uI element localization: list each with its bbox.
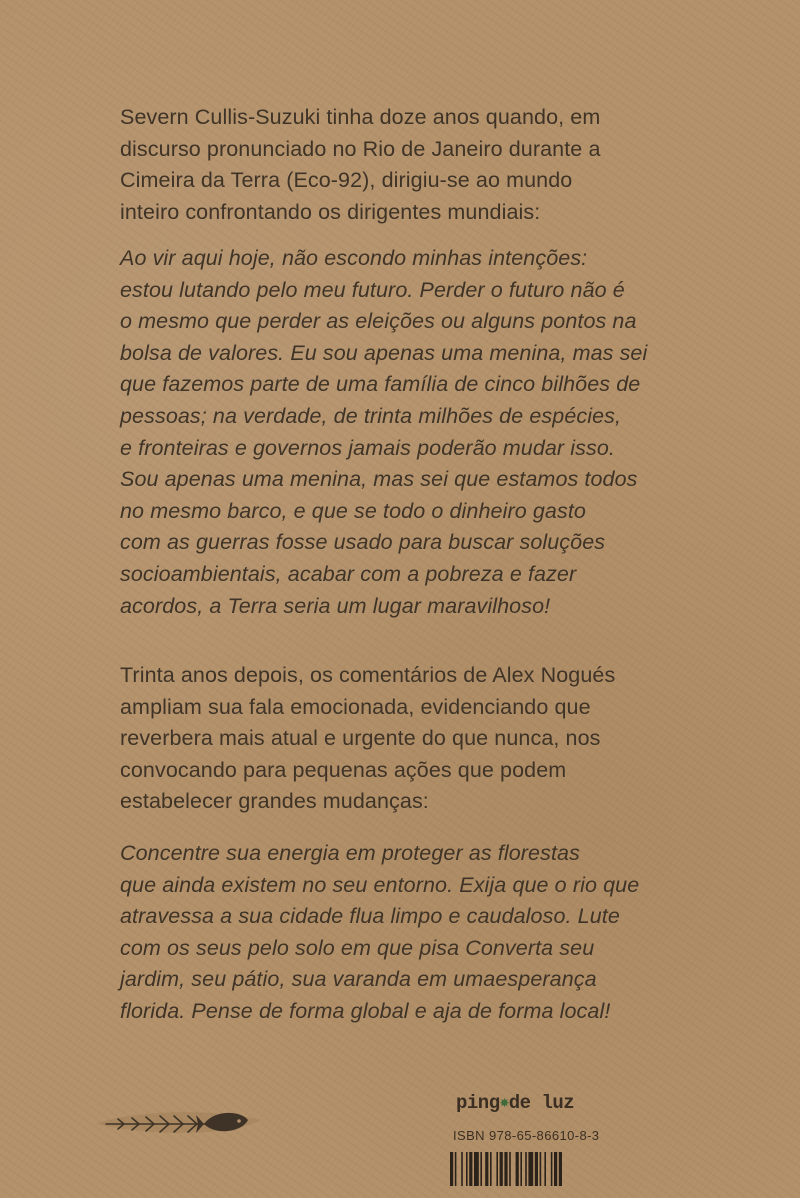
- text-line: que ainda existem no seu entorno. Exija que o rio que: [120, 872, 640, 897]
- text-line: Ao vir aqui hoje, não escondo minhas intenções:: [120, 246, 588, 270]
- text-line: e fronteiras e governos jamais poderão mudar isso.: [120, 435, 615, 460]
- text-line: discurso pronunciado no Rio de Janeiro durante a: [120, 136, 601, 161]
- fish-icon: [92, 1098, 272, 1148]
- commentary-paragraph: [120, 660, 680, 818]
- text-line: Cimeira da Terra (Eco-92), dirigiu-se ao mundo: [120, 168, 573, 193]
- text-line: socioambientais, acabar com a pobreza e fazer: [120, 561, 577, 586]
- text-line: Sou apenas uma menina, mas sei que estamos todos: [120, 467, 638, 492]
- text-line: com as guerras fosse usado para buscar soluções: [120, 530, 606, 555]
- text-line: Concentre sua energia em proteger as florestas: [120, 841, 580, 865]
- text-line: inteiro confrontando os dirigentes mundiais:: [120, 199, 541, 224]
- text-line: florida. Pense de forma global e aja de forma local!: [120, 998, 611, 1023]
- isbn-number: ISBN 978-65-86610-8-3: [453, 1128, 600, 1143]
- intro-paragraph: [120, 102, 680, 228]
- barcode-icon: [450, 1152, 630, 1186]
- advice-quote: [120, 838, 680, 1028]
- text-line: que fazemos parte de uma família de cinco bilhões de: [120, 372, 641, 397]
- text-line: bolsa de valores. Eu sou apenas uma menina, mas sei: [120, 340, 648, 365]
- text-line: reverbera mais atual e urgente do que nunca, nos: [120, 726, 601, 751]
- text-line: pessoas; na verdade, de trinta milhões de espécies,: [120, 403, 622, 428]
- text-line: Severn Cullis-Suzuki tinha doze anos quando, em: [120, 105, 601, 129]
- text-line: estabelecer grandes mudanças:: [120, 789, 429, 814]
- text-line: atravessa a sua cidade flua limpo e caudaloso. Lute: [120, 904, 620, 929]
- publisher-logo: [456, 1092, 626, 1114]
- text-line: Trinta anos depois, os comentários de Alex Nogués: [120, 663, 616, 687]
- text-line: estou lutando pelo meu futuro. Perder o futuro não é: [120, 277, 625, 302]
- star-icon: ✸: [499, 1094, 509, 1112]
- publisher-name-part2: de luz: [508, 1092, 575, 1114]
- text-line: convocando para pequenas ações que podem: [120, 757, 567, 782]
- text-line: no mesmo barco, e que se todo o dinheiro gasto: [120, 498, 586, 523]
- text-line: jardim, seu pátio, sua varanda em umaesperança: [120, 967, 597, 992]
- text-line: acordos, a Terra seria um lugar maravilhoso!: [120, 593, 551, 618]
- text-line: com os seus pelo solo em que pisa Converta seu: [120, 935, 595, 960]
- publisher-name-part1: ping: [456, 1092, 500, 1114]
- text-line: ampliam sua fala emocionada, evidenciando que: [120, 694, 591, 719]
- speech-quote: [120, 243, 680, 622]
- text-line: o mesmo que perder as eleições ou alguns pontos na: [120, 309, 637, 334]
